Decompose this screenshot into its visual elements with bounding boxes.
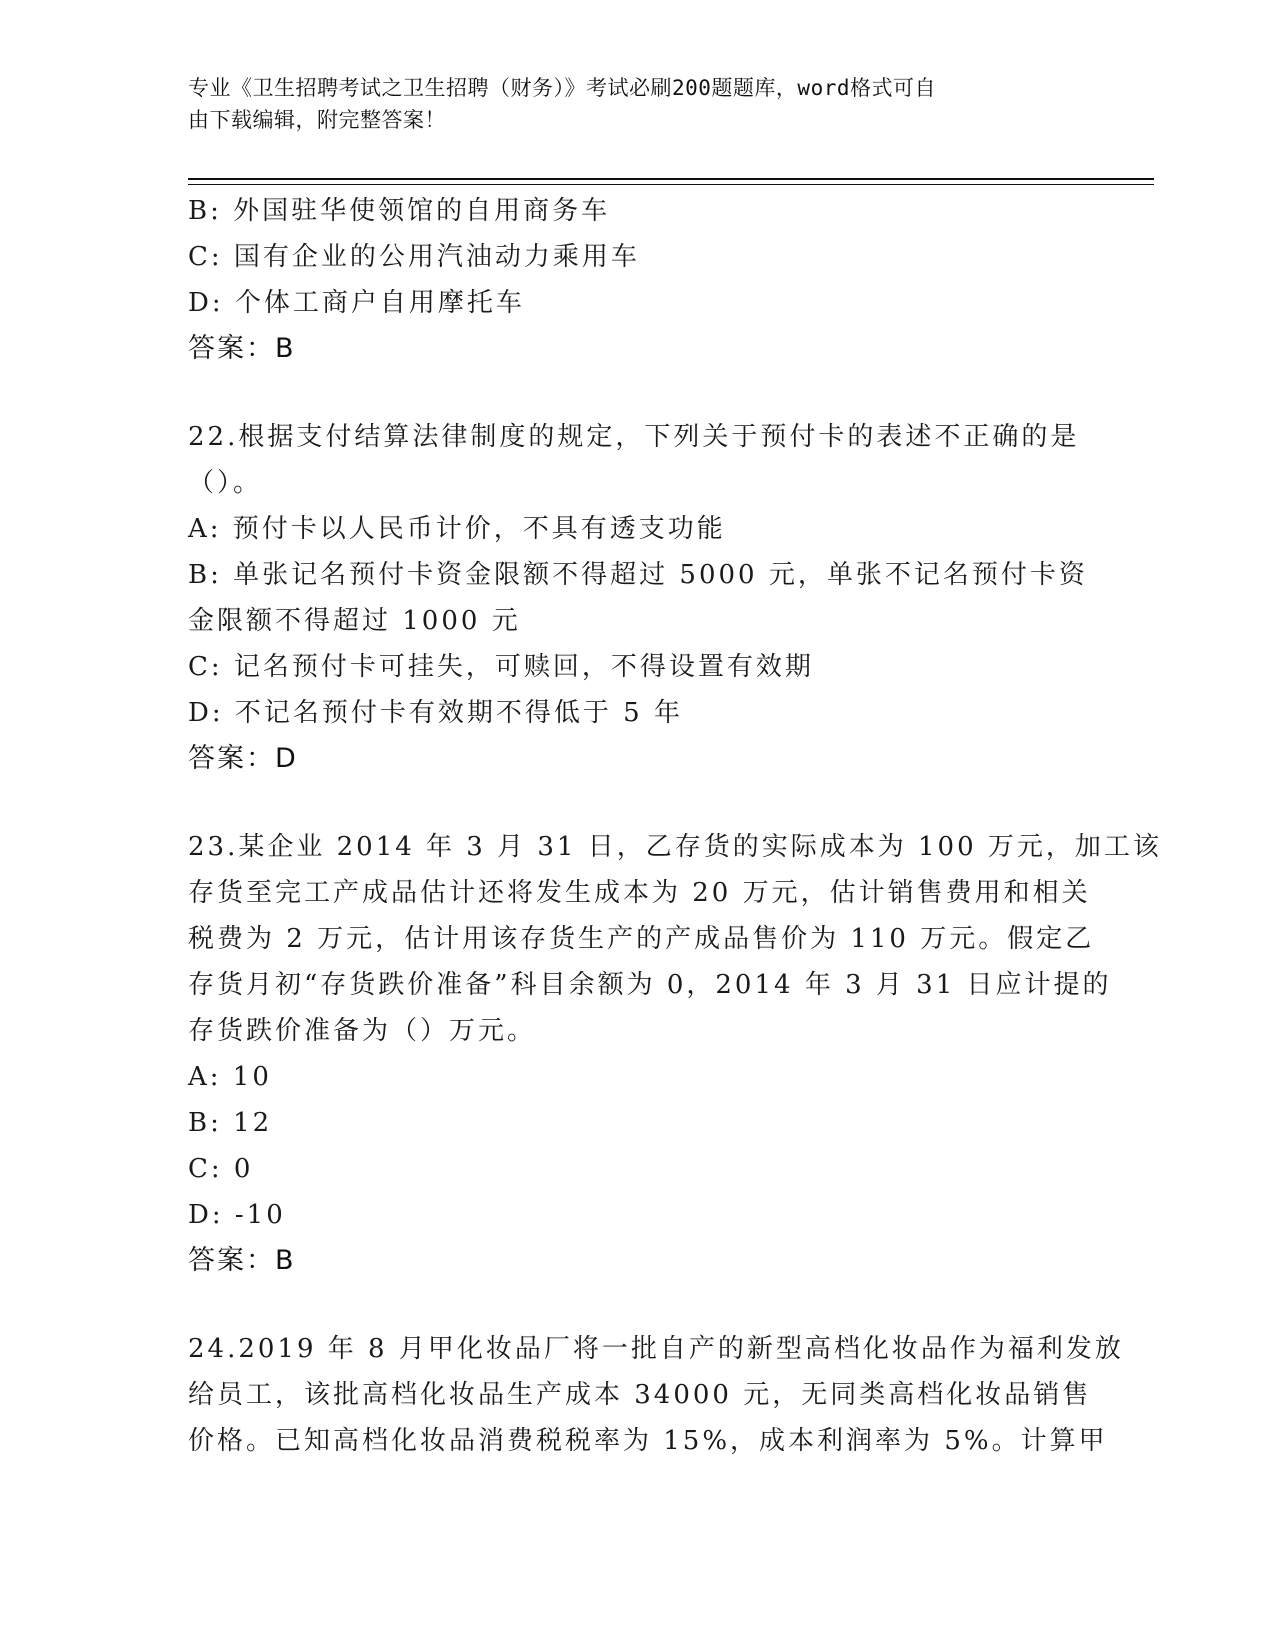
q22-option-c: C: 记名预付卡可挂失，可赎回，不得设置有效期 bbox=[188, 652, 814, 682]
question-list bbox=[188, 188, 1162, 1464]
q22-stem-line-2: （）。 bbox=[188, 468, 263, 498]
q24-stem-line-2: 给员工，该批高档化妆品生产成本 34000 元，无同类高档化妆品销售 bbox=[188, 1380, 1092, 1410]
q23-stem-line-1: 23.某企业 2014 年 3 月 31 日，乙存货的实际成本为 100 万元，加工该 bbox=[188, 832, 1162, 862]
question-22 bbox=[188, 414, 1088, 782]
q21-answer: 答案：B bbox=[188, 333, 296, 364]
q23-option-b: B: 12 bbox=[188, 1108, 273, 1138]
header-line-1: 专业《卫生招聘考试之卫生招聘（财务）》考试必刷200题题库，word格式可自 bbox=[188, 76, 936, 100]
header-divider-thick bbox=[188, 178, 1154, 180]
q22-option-a: A: 预付卡以人民币计价，不具有透支功能 bbox=[188, 514, 726, 544]
q22-option-b-line-2: 金限额不得超过 1000 元 bbox=[188, 606, 521, 636]
q21-option-b: B: 外国驻华使领馆的自用商务车 bbox=[188, 196, 611, 226]
q23-option-a: A: 10 bbox=[188, 1062, 272, 1092]
header-divider-thin bbox=[188, 184, 1154, 185]
document-header bbox=[188, 72, 1068, 136]
q23-stem-line-4: 存货月初“存货跌价准备”科目余额为 0，2014 年 3 月 31 日应计提的 bbox=[188, 970, 1112, 1000]
q21-option-c: C: 国有企业的公用汽油动力乘用车 bbox=[188, 242, 640, 272]
q22-option-b-line-1: B: 单张记名预付卡资金限额不得超过 5000 元，单张不记名预付卡资 bbox=[188, 560, 1088, 590]
q23-stem-line-5: 存货跌价准备为（）万元。 bbox=[188, 1016, 537, 1046]
spacer bbox=[188, 782, 1088, 824]
question-24 bbox=[188, 1326, 1124, 1464]
q22-answer: 答案：D bbox=[188, 743, 298, 774]
question-21-tail bbox=[188, 188, 1088, 372]
q22-stem-line-1: 22.根据支付结算法律制度的规定，下列关于预付卡的表述不正确的是 bbox=[188, 422, 1080, 452]
header-line-2: 由下载编辑，附完整答案！ bbox=[188, 108, 446, 132]
q23-option-c: C: 0 bbox=[188, 1154, 254, 1184]
q23-answer: 答案：B bbox=[188, 1245, 296, 1276]
q23-option-d: D: -10 bbox=[188, 1200, 286, 1230]
q24-stem-line-1: 24.2019 年 8 月甲化妆品厂将一批自产的新型高档化妆品作为福利发放 bbox=[188, 1334, 1124, 1364]
q21-option-d: D: 个体工商户自用摩托车 bbox=[188, 288, 525, 318]
q23-stem-line-3: 税费为 2 万元，估计用该存货生产的产成品售价为 110 万元。假定乙 bbox=[188, 924, 1095, 954]
q22-option-d: D: 不记名预付卡有效期不得低于 5 年 bbox=[188, 698, 683, 728]
spacer bbox=[188, 1284, 1088, 1326]
spacer bbox=[188, 372, 1088, 414]
question-23 bbox=[188, 824, 1162, 1284]
q24-stem-line-3: 价格。已知高档化妆品消费税税率为 15%，成本利润率为 5%。计算甲 bbox=[188, 1426, 1108, 1456]
q23-stem-line-2: 存货至完工产成品估计还将发生成本为 20 万元，估计销售费用和相关 bbox=[188, 878, 1091, 908]
